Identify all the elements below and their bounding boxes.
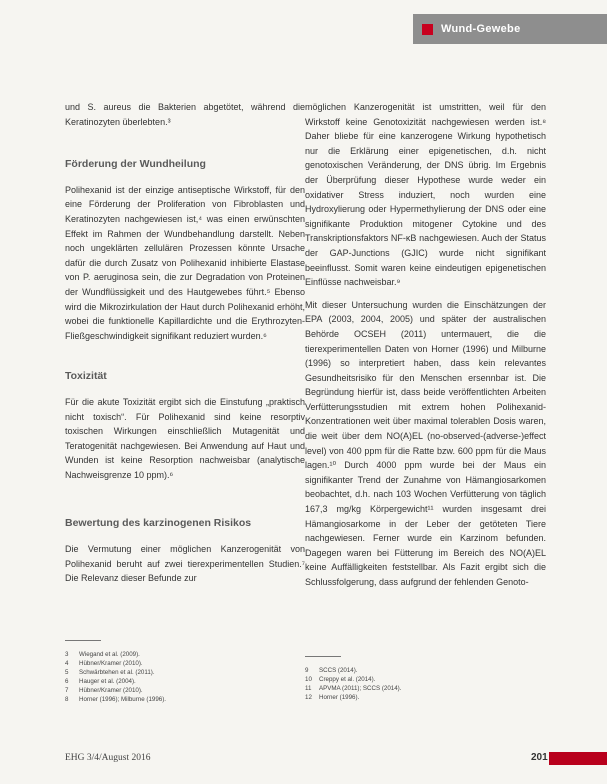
footnote: 4 Hübner/Kramer (2010). — [65, 660, 143, 667]
footnote: 9 SCCS (2014). — [305, 667, 358, 674]
paragraph-carcinogenicity-continued: möglichen Kanzerogenität ist umstritten, weil für den Wirkstoff keine Genotoxizität nachgewiesen werden ist.⁸ Daher bliebe für eine kanzerogene Wirkung hypothetisch nur die Erklärung einer epigenetischen, d.h. nicht genotoxischen Veränderung, der DNS übrig. Im Ergebnis der Überprüfung dieser Hypothese wurde weder ein oxidativer Stress induziert, noch wurden eine Hydroxylierung oder Hypermethylierung der DNS oder eine signifikante Produktion mitogener Cytokine und des Transkriptionsfaktors NF-κB nachgewiesen. Auch der Status der GAP-Junctions (GJIC) wurde nicht signifikant beeinflusst. Somit waren keine eindeutigen epigenetischen Einflüsse nachweisbar.⁹ — [305, 102, 546, 288]
section-marker-icon — [422, 24, 433, 35]
footnote: 5 Schwärbtehen et al. (2011). — [65, 669, 155, 676]
footnotes-left — [65, 640, 166, 704]
footnote: 12 Horner (1996). — [305, 694, 360, 701]
footnote-divider — [65, 640, 101, 641]
paragraph-toxicity: Für die akute Toxizität ergibt sich die Einstufung „praktisch nicht toxisch“. Für Polihexanid sind keine resorptiv toxischen Wirkungen einschließlich Mutagenität und Teratogenität nachgewiesen. Bei Anwendung auf Haut und Wunden ist keine Resorption nachweisbar (analytische Nachweisgrenze 10 ppm).⁶ — [65, 396, 305, 480]
footnote-divider — [305, 656, 341, 657]
footnote: 8 Horner (1996); Milburne (1996). — [65, 696, 167, 703]
paragraph-wound-healing: Polihexanid ist der einzige antiseptische Wirkstoff, für den eine Förderung der Proliferation von Fibroblasten und Keratinozyten nachgewiesen ist,⁴ was einen erwünschten Effekt im Rahmen der Wundbehandlung darstellt. Neben noch ungeklärten zellulären Prozessen könnte Ursache dafür die durch Zusatz von Polihexanid inhibierte Elastase von P. aeruginosa sein, die zur Degradation von Proteinen der Wundflüssigkeit und des Hautgewebes führt.⁵ Ebenso wird die Mikrozirkulation der Haut durch Polihexanid erhöht, wobei die funktionelle Kapillardichte und die Erythrozyten-Fließgeschwindigkeit signifikant reduziert wurden.⁶ — [65, 184, 305, 341]
journal-issue-label: EHG 3/4/August 2016 — [65, 753, 151, 763]
page-number: 201 — [531, 752, 548, 763]
left-column — [65, 100, 305, 594]
heading-toxicity: Toxizität — [65, 370, 107, 383]
section-header-tab — [413, 14, 607, 44]
right-column — [305, 100, 546, 598]
footnote: 3 Wiegand et al. (2009). — [65, 651, 140, 658]
page-accent-bar — [549, 752, 607, 765]
paragraph-epa-assessment: Mit dieser Untersuchung wurden die Einschätzungen der EPA (2003, 2004, 2005) und später der australischen Behörde OCSEH (2011) untermauert, die die tierexperimentellen Daten von Horner (1996) und Milburne (1996) so interpretiert haben, dass kein relevantes Gesundheitsrisiko für den Menschen ersennbar ist. Die Begründung hierfür ist, dass beide veröffentlichten Arbeiten Verfütterungsstudien mit extrem hohen Polihexanid-Konzentrationen weit über maximal tolerablen Dosis waren, die weit über dem NO(A)EL (no-observed-(adverse-)effect level) von 400 ppm für die Ratte bzw. 600 ppm für die Maus lagen.¹⁰ Durch 4000 ppm wurde bei der Maus ein signifikanter Trend der Zunahme von Hämangiosarkomen beobachtet, d.h. nach 103 Wochen Verfütterung von täglich 167,3 mg/kg Körpergewicht¹¹ wurden insgesamt drei Hämangiosarkome in der Leber der getöteten Tiere nachgewiesen. Ferner wurde ein Karzinom befunden. Dagegen waren bei Fütterung im Bereich des NO(A)EL keine Auffälligkeiten feststellbar. Als Fazit ergibt sich die Schlussfolgerung, dass aufgrund der fehlenden Genoto- — [305, 299, 546, 587]
intro-paragraph: und S. aureus die Bakterien abgetötet, während die Keratinozyten überlebten.³ — [65, 102, 305, 127]
footnote: 6 Hauger et al. (2004). — [65, 678, 136, 685]
footnotes-right — [305, 656, 401, 702]
heading-wound-healing: Förderung der Wundheilung — [65, 158, 206, 171]
footnote: 7 Hübner/Kramer (2010). — [65, 687, 143, 694]
paragraph-carcinogenic-risk: Die Vermutung einer möglichen Kanzerogenität von Polihexanid beruht auf zwei tierexperimentellen Studien.⁷ Die Relevanz dieser Befunde zur — [65, 544, 305, 584]
heading-carcinogenic-risk: Bewertung des karzinogenen Risikos — [65, 517, 252, 530]
footnote: 10 Creppy et al. (2014). — [305, 676, 376, 683]
footnote: 11 APVMA (2011); SCCS (2014). — [305, 685, 402, 692]
section-header-label: Wund-Gewebe — [441, 23, 521, 35]
